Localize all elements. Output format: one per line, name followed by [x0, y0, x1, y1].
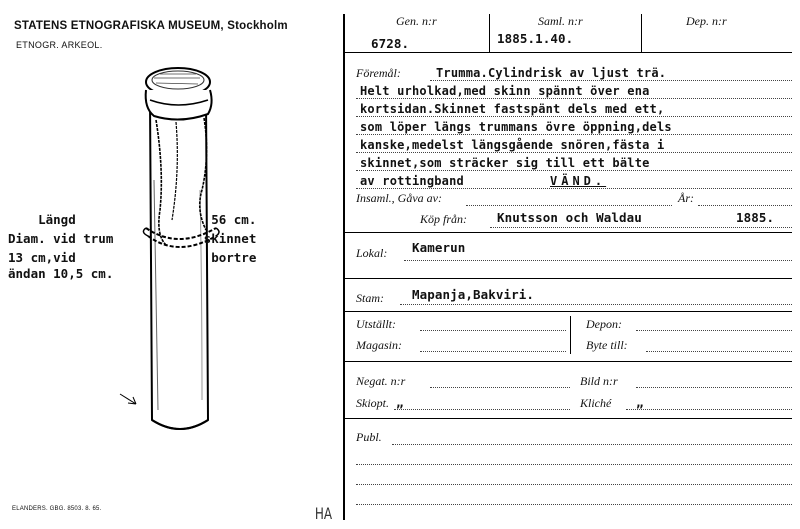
pencil-note: HA [314, 504, 333, 523]
desc-line-1: Trumma.Cylindrisk av ljust trä. [436, 66, 667, 80]
publ-label: Publ. [356, 430, 382, 444]
header-divider-1 [489, 14, 490, 52]
foremal-line-3 [356, 116, 792, 117]
gen-number-value: 6728. [371, 36, 410, 51]
saml-number-label: Saml. n:r [538, 14, 583, 28]
desc-line-6: skinnet,som sträcker sig till ett bälte [360, 156, 650, 170]
section-rule-1 [345, 232, 792, 233]
utstallt-label: Utställt: [356, 317, 397, 331]
foremal-label: Föremål: [356, 66, 401, 80]
insaml-label: Insaml., Gåva av: [356, 191, 442, 205]
stam-label: Stam: [356, 291, 384, 305]
skiopt-line [394, 409, 570, 410]
byte-line [646, 351, 792, 352]
publ-line-4 [356, 504, 792, 505]
dimensions-line-1: Längd 56 cm. [8, 212, 257, 227]
desc-line-2: Helt urholkad,med skinn spännt över ena [360, 84, 650, 98]
lokal-value: Kamerun [412, 240, 466, 255]
magasin-label: Magasin: [356, 338, 402, 352]
foremal-line-7 [356, 188, 792, 189]
utstallt-divider [570, 316, 571, 354]
desc-line-4: som löper längs trummans övre öppning,dels [360, 120, 672, 134]
kop-label: Köp från: [420, 212, 468, 226]
skiopt-value: „ [396, 395, 404, 410]
publ-line-1 [392, 444, 792, 445]
stam-line [400, 304, 792, 305]
stam-value: Mapanja,Bakviri. [412, 287, 535, 302]
lokal-label: Lokal: [356, 246, 388, 260]
byte-label: Byte till: [586, 338, 628, 352]
gen-number-label: Gen. n:r [396, 14, 437, 28]
foremal-line-2 [356, 98, 792, 99]
arrow-mark [118, 390, 142, 410]
insaml-line [466, 205, 672, 206]
kop-line [490, 227, 792, 228]
saml-number-value: 1885.1.40. [497, 31, 574, 46]
foremal-line-6 [356, 170, 792, 171]
depon-label: Depon: [586, 317, 622, 331]
foremal-line-1 [430, 80, 792, 81]
printer-imprint: ELANDERS. GBG. 8503. 8. 65. [12, 506, 102, 512]
department-label: ETNOGR. ARKEOL. [16, 40, 103, 50]
section-rule-5 [345, 418, 792, 419]
ar-label: År: [678, 191, 694, 205]
museum-name: STATENS ETNOGRAFISKA MUSEUM, Stockholm [14, 20, 288, 32]
dep-number-label: Dep. n:r [686, 14, 727, 28]
desc-line-5: kanske,medelst längsgående snören,fästa i [360, 138, 665, 152]
bild-line [636, 387, 792, 388]
dimensions-line-2: Diam. vid trum skinnet [8, 231, 257, 246]
bild-label: Bild n:r [580, 374, 618, 388]
foremal-line-5 [356, 152, 792, 153]
skiopt-label: Skiopt. [356, 396, 389, 410]
kop-year: 1885. [736, 210, 775, 225]
kliche-label: Kliché [580, 396, 612, 410]
desc-line-7: av rottingband [360, 174, 464, 188]
ar-line [698, 205, 792, 206]
kliche-value: „ [636, 395, 644, 410]
section-rule-2 [345, 278, 792, 279]
publ-line-2 [356, 464, 792, 465]
dimensions-line-3: 13 cm,vid bortre [8, 250, 257, 265]
negat-label: Negat. n:r [356, 374, 406, 388]
section-rule-3 [345, 311, 792, 312]
depon-line [636, 330, 792, 331]
kliche-line [626, 409, 792, 410]
foremal-line-4 [356, 134, 792, 135]
dimensions-line-4: ändan 10,5 cm. [8, 266, 114, 281]
vand-note: VÄND. [550, 174, 607, 188]
desc-line-3: kortsidan.Skinnet fastspänt dels med ett, [360, 102, 665, 116]
header-bottom-rule [345, 52, 792, 53]
publ-line-3 [356, 484, 792, 485]
negat-line [430, 387, 570, 388]
magasin-line [420, 351, 566, 352]
kop-value: Knutsson och Waldau [497, 210, 642, 225]
header-divider-2 [641, 14, 642, 52]
section-rule-4 [345, 361, 792, 362]
card-left-border [343, 14, 345, 520]
lokal-line [404, 260, 792, 261]
utstallt-line [420, 330, 566, 331]
